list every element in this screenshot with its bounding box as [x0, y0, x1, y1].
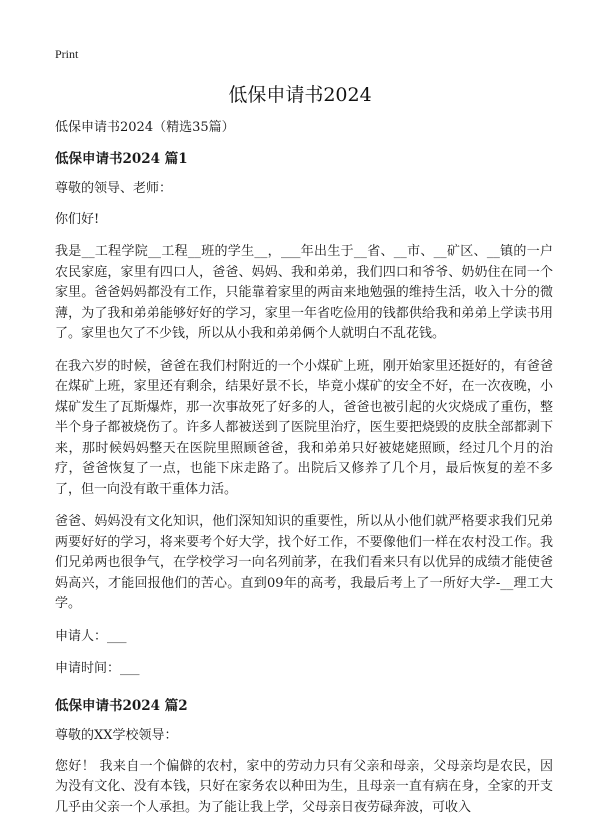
page-title: 低保申请书2024: [228, 84, 372, 106]
document-subtitle: 低保申请书2024（精选35篇）: [55, 120, 235, 135]
apply-date-line: 申请时间：___: [55, 661, 140, 676]
section1-greeting: 你们好!: [55, 211, 100, 227]
section1-paragraph-3: 爸爸、妈妈没有文化知识，他们深知知识的重要性，所以从小他们就严格要求我们兄弟两要好好的学习，将来要考个好大学，找个好工作，不要像他们一样在农村没工作。我们兄弟两也很争气，在学校学习一向名列前茅，在我们看来只有以优异的成绩才能使爸妈高兴，才能回报他们的苦心。直到09年的高考，我最后考上了一所好大学-__理工大学。: [55, 514, 553, 611]
section2-paragraph-1: 您好！ 我来自一个偏僻的农村，家中的劳动力只有父亲和母亲，父母亲均是农民，因为没有文化、没有本钱，只好在家务农以种田为生，且母亲一直有病在身，全家的开支几乎由父亲一个人承担。为了能让我上学，父母亲日夜劳碌奔波，可收入: [55, 758, 553, 815]
section1-paragraph-2: 在我六岁的时候，爸爸在我们村附近的一个小煤矿上班，刚开始家里还挺好的，有爸爸在煤矿上班，家里还有剩余，结果好景不长，毕竟小煤矿的安全不好，在一次夜晚，小煤矿发生了瓦斯爆炸，那一次事故死了好多的人，爸爸也被引起的火灾烧成了重伤，整半个身子都被烧伤了。许多人都被送到了医院里治疗，医生要把烧毁的皮肤全部都剥下来，那时候妈妈整天在医院里照顾爸爸，我和弟弟只好被姥姥照顾，经过几个月的治疗，爸爸恢复了一点，也能下床走路了。出院后又修养了几个月，最后恢复的差不多了，但一向没有敢干重体力活。: [55, 358, 553, 497]
print-label: Print: [55, 47, 79, 61]
section2-heading: 低保申请书2024 篇2: [55, 697, 188, 714]
applicant-line: 申请人：___: [55, 628, 127, 644]
section2-salutation: 尊敬的XX学校领导：: [55, 728, 178, 743]
document-body: [55, 118, 553, 828]
section1-salutation: 尊敬的领导、老师：: [55, 181, 173, 196]
section1-paragraph-1: 我是__工程学院__工程__班的学生__，___年出生于__省、__市、__矿区、__镇的一户农民家庭，家里有四口人，爸爸、妈妈、我和弟弟，我们四口和爷爷、奶奶住在同一个家里。爸爸妈妈都没有工作，只能靠着家里的两亩来地勉强的维持生活，收入十分的微薄，为了我和弟弟能够好好的学习，家里一年省吃俭用的钱都供给我和弟弟上学读书用了。家里也欠了不少钱，所以从小我和弟弟俩个人就明白不乱花钱。: [55, 244, 553, 341]
section1-heading: 低保申请书2024 篇1: [55, 150, 188, 167]
